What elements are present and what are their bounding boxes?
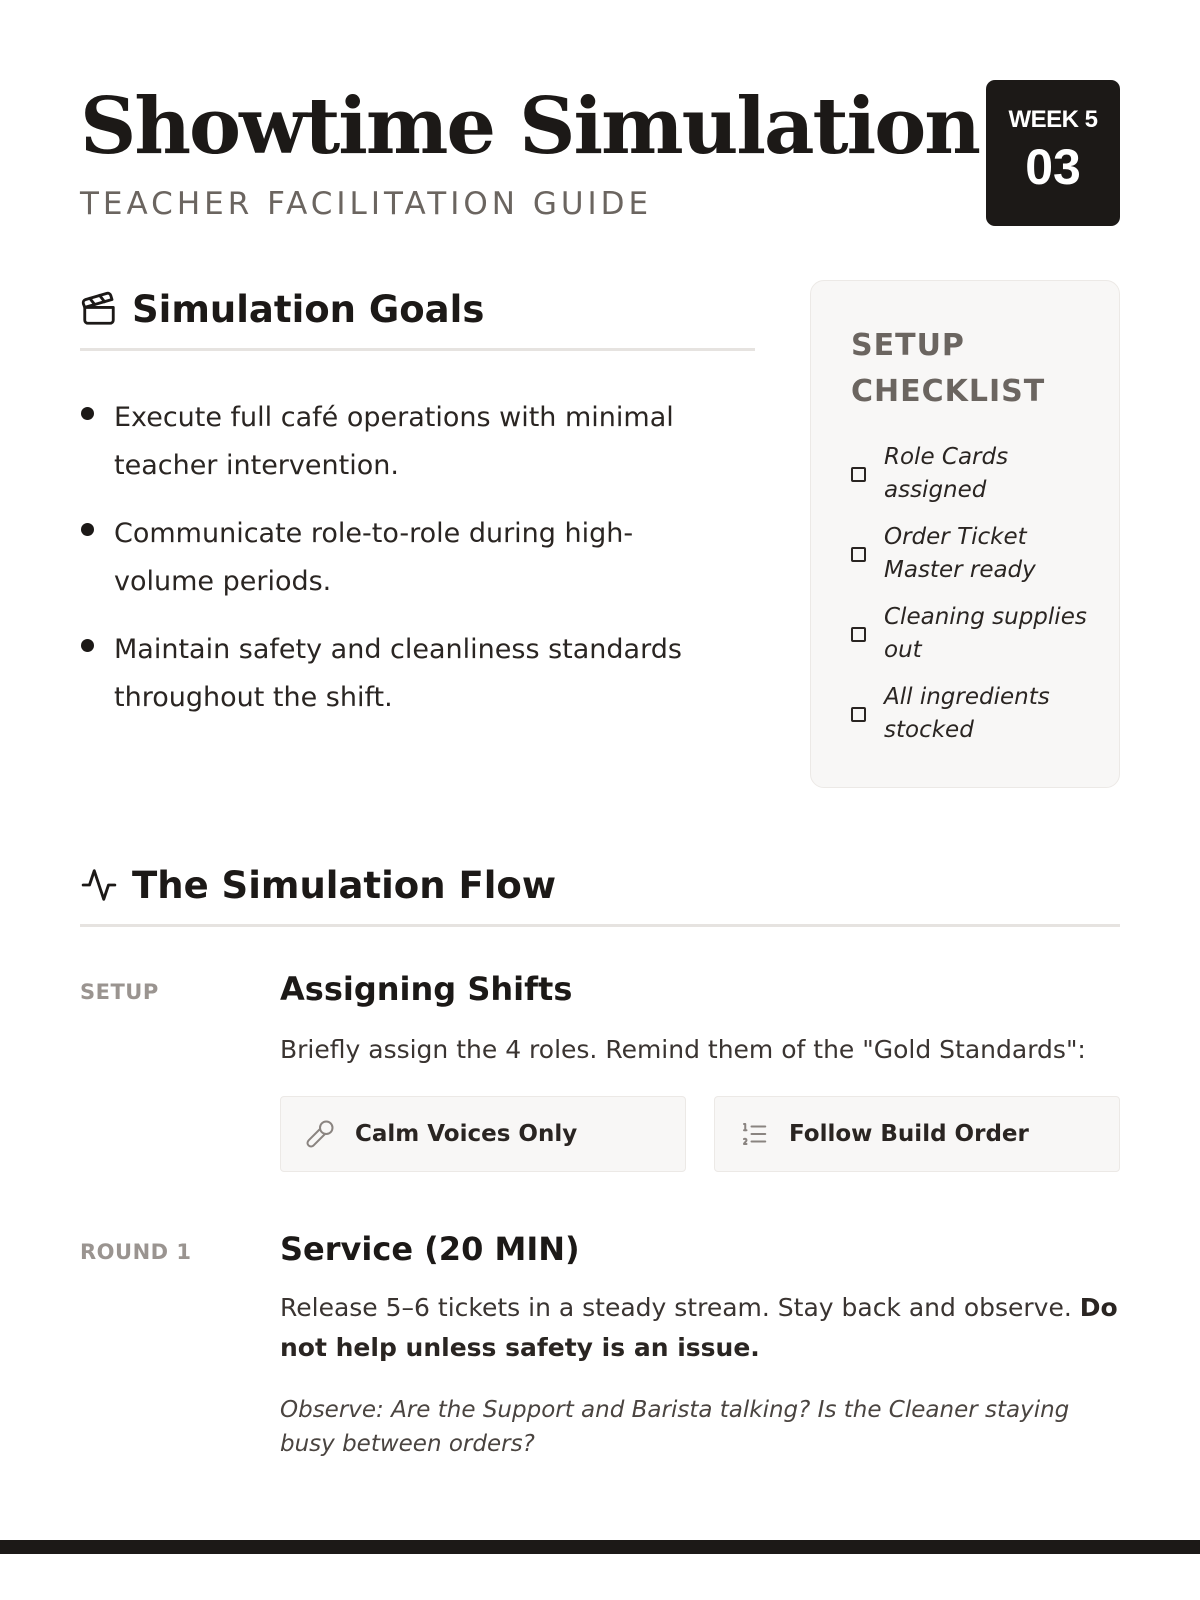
goal-item: Maintain safety and cleanliness standards throughout the shift. (80, 626, 730, 722)
checklist-item-label: Order Ticket Master ready (884, 524, 1036, 583)
checklist-item-label: All ingredients stocked (884, 684, 1050, 743)
numbered-list-icon (739, 1119, 769, 1149)
checkbox[interactable] (851, 627, 866, 642)
flow-section-header (80, 858, 1120, 927)
step-tag-round-1: ROUND 1 (80, 1240, 192, 1264)
checklist-item-label: Cleaning supplies out (884, 604, 1087, 663)
observe-note: Observe: Are the Support and Barista talking? Is the Cleaner staying busy between orders? (280, 1397, 1070, 1457)
page-subtitle: TEACHER FACILITATION GUIDE (80, 186, 653, 222)
checklist-item[interactable] (851, 601, 1101, 667)
standard-card-build-order (714, 1096, 1120, 1172)
goal-item: Execute full café operations with minimal teacher intervention. (80, 394, 730, 490)
checkbox[interactable] (851, 547, 866, 562)
standard-label: Follow Build Order (789, 1121, 1029, 1147)
goals-heading: Simulation Goals (132, 287, 485, 331)
week-number: 03 (1025, 139, 1081, 195)
checklist-item[interactable] (851, 681, 1101, 747)
step-title-round-1: Service (20 MIN) (280, 1230, 580, 1268)
goal-item: Communicate role-to-role during high-volume periods. (80, 510, 730, 606)
checklist-item[interactable] (851, 521, 1101, 587)
step-text-emphasis: Do not help unless safety is an issue. (280, 1293, 1118, 1362)
step-title-setup: Assigning Shifts (280, 970, 573, 1008)
goals-section-header (80, 282, 755, 351)
checkbox[interactable] (851, 467, 866, 482)
week-label: WEEK 5 (1008, 106, 1098, 133)
setup-checklist-card (810, 280, 1120, 788)
step-text-round-1 (280, 1288, 1120, 1368)
step-text-plain: Release 5–6 tickets in a steady stream. Stay back and observe. (280, 1293, 1072, 1322)
step-text-setup: Briefly assign the 4 roles. Remind them of the "Gold Standards": (280, 1035, 1086, 1064)
step-tag-setup: SETUP (80, 980, 159, 1004)
checkbox[interactable] (851, 707, 866, 722)
microphone-icon (305, 1119, 335, 1149)
standard-card-calm-voices (280, 1096, 686, 1172)
week-badge (986, 80, 1120, 226)
flow-heading: The Simulation Flow (132, 863, 557, 907)
clapperboard-icon (80, 290, 118, 328)
page-title: Showtime Simulation (80, 81, 979, 172)
activity-icon (80, 866, 118, 904)
standard-label: Calm Voices Only (355, 1121, 578, 1147)
footer-bar (0, 1540, 1200, 1554)
checklist-item-label: Role Cards assigned (884, 444, 1009, 503)
goals-list (80, 394, 730, 742)
checklist-heading: SETUP CHECKLIST (851, 328, 1046, 409)
checklist-item[interactable] (851, 441, 1101, 507)
